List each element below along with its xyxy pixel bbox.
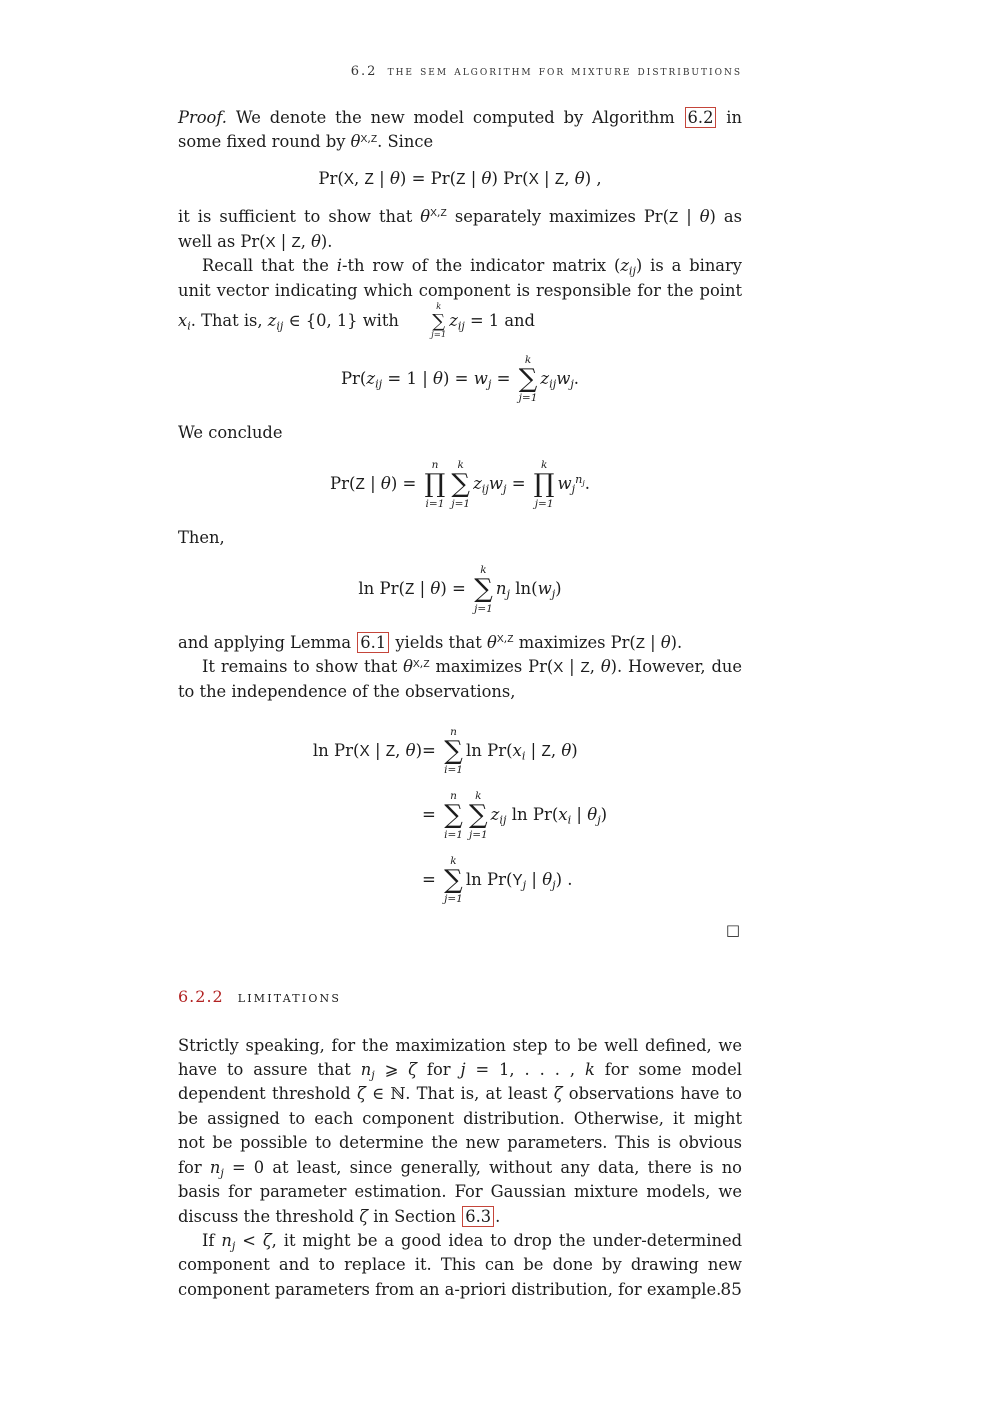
equation-ln-pr-x-given-z <box>313 719 607 913</box>
text-run: Pr( <box>610 632 636 652</box>
text-run: Strictly speaking, for the maximization step to be well defined, we have to assure that <box>178 1035 742 1079</box>
math-script: j <box>506 587 510 601</box>
qed-symbol: □ <box>725 920 740 939</box>
text-run: . <box>584 473 590 493</box>
text-run: Z <box>635 634 645 652</box>
text-run: z <box>449 311 458 331</box>
text-run: ∈ {0, 1} with <box>283 311 405 331</box>
big-operator: k ∑ j=1 <box>474 564 493 615</box>
text-run: | <box>373 168 390 188</box>
math-script: i <box>187 319 191 333</box>
text-run: ). <box>610 657 623 677</box>
text-run: It remains to show that <box>202 657 404 677</box>
text-run: If <box>202 1231 222 1251</box>
equation-line <box>313 783 607 848</box>
text-run: ζ <box>356 1084 366 1104</box>
text-run: n <box>360 1059 372 1079</box>
equation-rhs <box>422 848 607 913</box>
text-run: as well as <box>178 206 742 251</box>
text-run: , <box>419 656 424 670</box>
section-number: 6.2.2 <box>178 986 224 1006</box>
text-run: ζ <box>408 1059 417 1079</box>
text-run: -th row of the indicator matrix ( <box>341 256 621 276</box>
text-run: maximizes <box>513 632 611 652</box>
text-run: w <box>557 473 572 493</box>
text-run: = <box>422 740 442 760</box>
text-run: θ <box>574 168 585 188</box>
proof-paragraph-6 <box>178 631 742 656</box>
text-run: Z <box>440 208 447 220</box>
text-run: Z <box>355 475 365 493</box>
text-run: k <box>584 1059 595 1079</box>
text-run: ) = <box>390 473 422 493</box>
text-run: | <box>571 805 588 825</box>
text-run: = 1 and <box>464 311 535 331</box>
text-run: ∈ ℕ. That is, at least <box>365 1084 554 1104</box>
math-script: ij <box>499 813 507 827</box>
equation-line <box>313 719 607 784</box>
text-run: , <box>354 168 365 188</box>
text-run: i <box>336 256 342 276</box>
text-run: < <box>235 1231 263 1251</box>
text-run: Pr( <box>330 473 356 493</box>
text-run: ln Pr( <box>506 805 559 825</box>
text-run: | <box>644 632 661 652</box>
text-run: = <box>422 805 442 825</box>
text-run: ) . <box>555 869 573 889</box>
text-run: θ <box>487 632 497 652</box>
text-run: w <box>488 473 503 493</box>
proof-intro-paragraph <box>178 106 742 155</box>
equation-factorization <box>178 169 742 189</box>
text-run: , it might be a good idea to drop the under-determined component and to replace it. This can be done by drawing new component parameters from an a-priori distribution, for example. <box>178 1231 742 1299</box>
text-run: , <box>564 168 575 188</box>
text-run: = <box>422 869 442 889</box>
text-run: . <box>573 368 580 388</box>
text-run: | <box>538 168 555 188</box>
running-header-title: the sem algorithm for mixture distributions <box>387 64 742 79</box>
big-operator: k ∑ j=1 <box>431 302 447 340</box>
text-run: | <box>526 869 543 889</box>
text-run: w <box>473 368 488 388</box>
equation-lhs <box>313 783 422 848</box>
text-run: | <box>563 657 581 677</box>
math-script: j <box>582 478 585 488</box>
text-run: | <box>525 740 542 760</box>
math-script: i <box>521 749 526 762</box>
equation-line <box>313 848 607 913</box>
text-run: We conclude <box>178 422 283 442</box>
ref-link[interactable]: 6.2 <box>685 107 717 128</box>
big-operator: k ∑ j=1 <box>518 353 538 405</box>
text-run: , <box>589 657 601 677</box>
text-run: | <box>364 473 381 493</box>
math-script: j <box>570 377 574 391</box>
text-run: . <box>495 1206 501 1226</box>
math-script <box>430 206 447 219</box>
math-script: ij <box>549 377 557 391</box>
text-run: θ <box>587 805 598 825</box>
text-run: x <box>558 805 568 825</box>
text-run: for some model dependent threshold <box>178 1059 742 1104</box>
math-script: j <box>551 587 556 601</box>
text-run: ln Pr( <box>358 578 405 598</box>
text-run: ) <box>555 578 562 598</box>
text-run: θ <box>389 168 400 188</box>
text-run: ) <box>415 740 423 760</box>
text-run: Then, <box>178 527 225 547</box>
text-run: X <box>343 170 355 188</box>
math-script: ij <box>481 482 489 496</box>
text-run: θ <box>350 132 361 152</box>
text-run: Z <box>291 233 301 251</box>
running-header-number: 6.2 <box>350 64 378 79</box>
equation-lhs <box>313 848 422 913</box>
equation-pr-z <box>178 459 742 510</box>
text-run: θ <box>561 740 572 760</box>
big-operator: n ∑ i=1 <box>444 725 463 777</box>
text-run: ) = <box>440 578 472 598</box>
text-run: = 1 | <box>382 368 434 388</box>
section-title: limitations <box>237 986 342 1006</box>
text-run: ) is a binary unit vector indicating which component is responsible for the point <box>178 256 742 300</box>
text-run: maximizes <box>429 657 529 677</box>
text-run: . That is, <box>190 311 268 331</box>
text-run: ) Pr( <box>491 168 529 188</box>
text-run: x <box>178 311 188 331</box>
text-run: ) = <box>442 368 474 388</box>
math-script <box>413 657 430 670</box>
text-run: However, due to the independence of the observations, <box>178 657 743 702</box>
text-run: Z <box>507 634 514 646</box>
text-run: , <box>550 740 562 760</box>
math-script: j <box>597 813 601 827</box>
text-run: Proof. <box>178 108 227 127</box>
text-run: θ <box>542 869 553 889</box>
math-script: j <box>487 377 492 391</box>
text-run: θ <box>433 368 443 388</box>
math-script: ij <box>628 264 636 278</box>
text-run: Y <box>512 871 523 889</box>
text-run: θ <box>405 740 416 760</box>
text-run: ln( <box>509 578 538 598</box>
page-number: 85 <box>720 1280 742 1300</box>
big-operator: k ∑ j=1 <box>451 458 471 510</box>
math-script: ij <box>457 319 465 333</box>
text-run: in Section <box>368 1206 462 1226</box>
text-run: it is sufficient to show that <box>178 206 421 226</box>
text-run: n <box>575 473 583 487</box>
text-run: Z <box>554 170 565 188</box>
proof-paragraph-7 <box>178 655 742 704</box>
text-run: Z <box>404 580 415 598</box>
text-run: ζ <box>262 1231 272 1251</box>
text-run: θ <box>660 632 671 652</box>
big-operator: n ∏ i=1 <box>424 458 446 510</box>
text-run: Z <box>385 742 396 760</box>
math-script: ij <box>375 377 383 391</box>
equation-rhs <box>422 719 607 784</box>
proof-paragraph-4 <box>178 421 742 445</box>
big-operator: n ∑ i=1 <box>444 790 463 841</box>
text-run: ) , <box>584 168 602 188</box>
text-run: n <box>209 1157 221 1177</box>
text-run: X <box>359 742 370 760</box>
text-run: Pr( <box>240 231 266 251</box>
text-run: Z <box>423 658 430 670</box>
text-run: θ <box>699 206 710 226</box>
text-run: ln Pr( <box>465 869 513 889</box>
text-run: in some fixed round by <box>178 108 742 152</box>
text-run: ζ <box>553 1084 563 1104</box>
text-run: Z <box>541 742 551 760</box>
proof-paragraph-5 <box>178 526 742 550</box>
text-run: Pr( <box>528 657 554 677</box>
math-script: j <box>371 1068 375 1082</box>
text-run: ) <box>600 805 608 825</box>
text-run: ). <box>670 632 683 652</box>
text-run: Pr( <box>318 168 344 188</box>
text-run: z <box>366 368 376 388</box>
math-script: j <box>571 482 576 496</box>
text-run: Z <box>668 208 679 226</box>
math-script <box>575 473 585 486</box>
text-run: | <box>414 578 431 598</box>
text-run: , <box>300 231 312 251</box>
text-run: θ <box>380 473 391 493</box>
text-run: = 1, . . . , <box>465 1059 585 1079</box>
text-run: | <box>275 231 292 251</box>
math-script: j <box>231 1239 236 1253</box>
text-run: ln Pr( <box>465 740 513 760</box>
text-run: separately maximizes <box>446 206 644 226</box>
math-script: j <box>552 878 556 892</box>
text-run: θ <box>311 231 321 251</box>
text-run: , <box>367 131 371 145</box>
text-run: θ <box>481 168 492 188</box>
text-run: , <box>436 206 441 220</box>
text-run: , <box>503 632 508 646</box>
text-run: z <box>490 805 500 825</box>
text-run: | <box>678 206 700 226</box>
text-run: ζ <box>359 1206 369 1226</box>
text-run: Recall that the <box>202 256 337 276</box>
text-run: X <box>528 170 539 188</box>
text-run: X <box>360 133 368 145</box>
math-script: j <box>522 878 527 892</box>
text-run: X <box>430 208 437 220</box>
text-run: yields that <box>390 632 487 652</box>
text-run: = <box>491 368 516 388</box>
text-run: Pr( <box>340 368 367 388</box>
text-run: θ <box>403 657 413 677</box>
text-run: | <box>369 740 386 760</box>
text-run: = <box>506 473 531 493</box>
text-run: Z <box>580 659 590 677</box>
text-run: n <box>221 1231 232 1251</box>
text-run: x <box>512 740 522 760</box>
math-script <box>360 132 377 145</box>
text-run: θ <box>420 206 431 226</box>
running-header <box>178 64 742 79</box>
text-run: w <box>537 578 552 598</box>
text-run: ) <box>709 206 716 226</box>
section-heading <box>178 987 742 1006</box>
text-run: ). <box>320 231 333 251</box>
math-script <box>497 632 514 645</box>
text-run: Z <box>364 170 374 188</box>
text-run: observations have to be assigned to each component distribution. Otherwise, it might not be possible to determine the new parameters. This is obvious for <box>178 1084 742 1177</box>
text-run: z <box>540 368 550 388</box>
text-run: Z <box>370 133 378 145</box>
text-run: ) <box>571 740 578 760</box>
math-script: i <box>567 813 572 827</box>
limitations-paragraph-1 <box>178 1034 742 1230</box>
text-run: X <box>412 658 420 670</box>
equation-component-prior <box>178 354 742 405</box>
proof-paragraph-2 <box>178 205 742 254</box>
text-run: | <box>465 168 482 188</box>
text-run: = 0 at least, since generally, without any data, there is no basis for parameter estimation. For Gaussian mixture models, we discuss the threshold <box>178 1157 742 1226</box>
text-run: and applying Lemma <box>178 632 357 652</box>
text-run: θ <box>430 578 441 598</box>
text-run: Z <box>456 170 466 188</box>
proof-paragraph-3 <box>178 254 742 340</box>
math-script: j <box>502 482 507 496</box>
text-run: z <box>267 311 277 331</box>
text-run: We denote the new model computed by Algorithm <box>226 108 684 127</box>
text-run: Pr( <box>643 206 669 226</box>
equation-lhs <box>313 719 422 784</box>
text-run: j <box>460 1059 466 1079</box>
text-run: w <box>556 368 571 388</box>
equation-rhs <box>422 783 607 848</box>
text-run: X <box>265 233 276 251</box>
text-run: X <box>553 659 564 677</box>
text-run: n <box>495 578 507 598</box>
big-operator: k ∑ j=1 <box>444 854 463 906</box>
text-run: for <box>417 1059 461 1079</box>
text-run: . Since <box>377 132 434 152</box>
page-content <box>178 106 742 1302</box>
big-operator: k ∏ j=1 <box>533 458 555 510</box>
text-run: ) = Pr( <box>399 168 457 188</box>
big-operator: k ∑ j=1 <box>468 790 488 841</box>
math-script: j <box>220 1166 224 1180</box>
equation-ln-pr-z <box>178 564 742 615</box>
text-run: θ <box>600 657 611 677</box>
ref-link[interactable]: 6.3 <box>462 1206 494 1227</box>
ref-link[interactable]: 6.1 <box>357 632 389 653</box>
text-run: z <box>473 473 482 493</box>
text-run: , <box>395 740 406 760</box>
text-run: ⩾ <box>374 1059 409 1079</box>
math-script: ij <box>276 319 284 333</box>
text-run: ln Pr( <box>312 740 360 760</box>
text-run: z <box>620 256 629 276</box>
text-run: X <box>496 634 504 646</box>
